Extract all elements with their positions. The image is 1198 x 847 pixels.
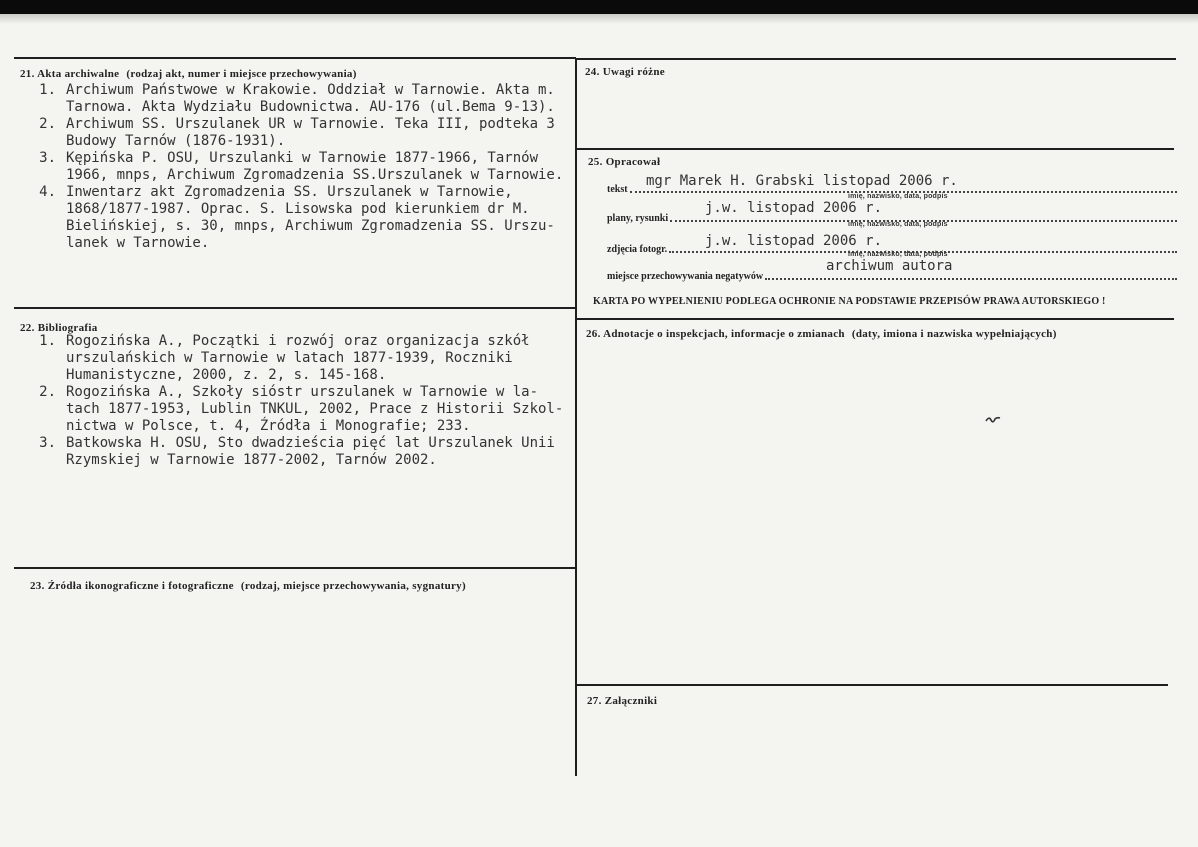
section-22-bibliography-list <box>30 333 574 469</box>
center-divider <box>575 58 577 776</box>
plany-label: plany, rysunki <box>607 213 669 224</box>
section-25-heading: 25. Opracował <box>588 156 661 168</box>
item-number <box>30 367 66 384</box>
section-23-title: 23. Źródła ikonograficzne i fotograficzne <box>30 580 234 592</box>
list-item <box>30 201 574 218</box>
top-border-right <box>576 58 1176 60</box>
item-text-line: Rzymskiej w Tarnowie 1877-2002, Tarnów 2002. <box>66 452 437 468</box>
zdjecia-hint: imię, nazwisko, data, podpis <box>848 251 948 258</box>
item-number <box>30 99 66 116</box>
item-number <box>30 418 66 435</box>
list-item <box>30 133 574 150</box>
item-number <box>30 133 66 150</box>
list-item <box>30 401 574 418</box>
item-text-line: Kępińska P. OSU, Urszulanki w Tarnowie 1877-1966, Tarnów <box>66 150 539 166</box>
section-26-title: 26. Adnotacje o inspekcjach, informacje o zmianach <box>586 328 845 340</box>
item-number <box>30 167 66 184</box>
item-number: 2. <box>39 384 56 400</box>
item-text-line: Batkowska H. OSU, Sto dwadzieścia pięć lat Urszulanek Unii <box>66 435 555 451</box>
section-21-heading <box>20 68 357 80</box>
item-text-line: Humanistyczne, 2000, z. 2, s. 145-168. <box>66 367 387 383</box>
item-text-line: Tarnowa. Akta Wydziału Budownictwa. AU-176 (ul.Bema 9-13). <box>66 99 555 115</box>
list-item <box>30 82 574 99</box>
plany-hint: imię, nazwisko, data, podpis <box>848 221 948 228</box>
list-item <box>30 184 574 201</box>
section-26-heading <box>586 328 1057 340</box>
section-24-heading: 24. Uwagi różne <box>585 66 665 78</box>
item-number <box>30 401 66 418</box>
item-number: 3. <box>39 435 56 451</box>
section-23-heading <box>30 580 466 592</box>
list-item <box>30 418 574 435</box>
section-26-subtitle: (daty, imiona i nazwiska wypełniających) <box>851 328 1057 340</box>
item-number: 1. <box>39 333 56 349</box>
item-number <box>30 452 66 469</box>
list-item <box>30 167 574 184</box>
item-text-line: Archiwum Państwowe w Krakowie. Oddział w Tarnowie. Akta m. <box>66 82 555 98</box>
section-27-heading: 27. Załączniki <box>587 695 658 707</box>
list-item <box>30 116 574 133</box>
item-text-line: nictwa w Polsce, t. 4, Źródła i Monografie; 233. <box>66 418 471 434</box>
top-border-left <box>14 57 576 59</box>
item-number <box>30 201 66 218</box>
tekst-hint: imię, nazwisko, data, podpis <box>848 193 948 200</box>
tekst-value: mgr Marek H. Grabski listopad 2006 r. <box>646 173 958 189</box>
item-text-line: Budowy Tarnów (1876-1931). <box>66 133 286 149</box>
item-text-line: Inwentarz akt Zgromadzenia SS. Urszulanek w Tarnowie, <box>66 184 513 200</box>
list-item <box>30 435 574 452</box>
item-text-line: Rogozińska A., Szkoły sióstr urszulanek w Tarnowie w la- <box>66 384 539 400</box>
negatywy-dots <box>765 277 1177 280</box>
list-item <box>30 350 574 367</box>
item-number: 4. <box>39 184 56 200</box>
section-23-subtitle: (rodzaj, miejsce przechowywania, sygnatury) <box>240 580 466 592</box>
plany-value: j.w. listopad 2006 r. <box>705 200 883 216</box>
zdjecia-label: zdjęcia fotogr. <box>607 244 668 255</box>
item-number: 2. <box>39 116 56 132</box>
copyright-notice: KARTA PO WYPEŁNIENIU PODLEGA OCHRONIE NA PODSTAWIE PRZEPISÓW PRAWA AUTORSKIEGO ! <box>593 296 1106 307</box>
item-text-line: Bielińskiej, s. 30, mnps, Archiwum Zgromadzenia SS. Urszu- <box>66 218 555 234</box>
list-item <box>30 384 574 401</box>
item-text-line: lanek w Tarnowie. <box>66 235 210 251</box>
item-number: 1. <box>39 82 56 98</box>
list-item <box>30 333 574 350</box>
list-item <box>30 452 574 469</box>
list-item <box>30 235 574 252</box>
divider-24-25 <box>576 148 1174 150</box>
item-number <box>30 235 66 252</box>
item-text-line: tach 1877-1953, Lublin TNKUL, 2002, Prace z Historii Szkol- <box>66 401 564 417</box>
item-number: 3. <box>39 150 56 166</box>
item-text-line: Archiwum SS. Urszulanek UR w Tarnowie. Teka III, podteka 3 <box>66 116 555 132</box>
divider-22-23 <box>14 567 576 569</box>
scan-shadow <box>0 14 1198 24</box>
ink-mark-icon <box>985 413 1001 427</box>
list-item <box>30 150 574 167</box>
negatywy-label: miejsce przechowywania negatywów <box>607 271 764 282</box>
negatywy-value: archiwum autora <box>826 258 953 274</box>
list-item <box>30 218 574 235</box>
item-text-line: urszulańskich w Tarnowie w latach 1877-1939, Roczniki <box>66 350 513 366</box>
item-number <box>30 218 66 235</box>
list-item <box>30 367 574 384</box>
scan-top-edge <box>0 0 1198 14</box>
item-text-line: Rogozińska A., Początki i rozwój oraz organizacja szkół <box>66 333 530 349</box>
tekst-label: tekst <box>607 184 628 195</box>
zdjecia-value: j.w. listopad 2006 r. <box>705 233 883 249</box>
divider-26-27 <box>576 684 1168 686</box>
section-22-heading: 22. Bibliografia <box>20 322 98 334</box>
item-text-line: 1868/1877-1987. Oprac. S. Lisowska pod kierunkiem dr M. <box>66 201 530 217</box>
item-text-line: 1966, mnps, Archiwum Zgromadzenia SS.Urszulanek w Tarnowie. <box>66 167 564 183</box>
section-21-archive-list <box>30 82 574 252</box>
section-21-subtitle: (rodzaj akt, numer i miejsce przechowywania) <box>126 68 357 80</box>
item-number <box>30 350 66 367</box>
section-21-title: 21. Akta archiwalne <box>20 68 120 80</box>
negatywy-field <box>607 271 1177 282</box>
list-item <box>30 99 574 116</box>
divider-25-26 <box>576 318 1174 320</box>
divider-21-22 <box>14 307 576 309</box>
scribble-icon <box>985 414 1001 424</box>
